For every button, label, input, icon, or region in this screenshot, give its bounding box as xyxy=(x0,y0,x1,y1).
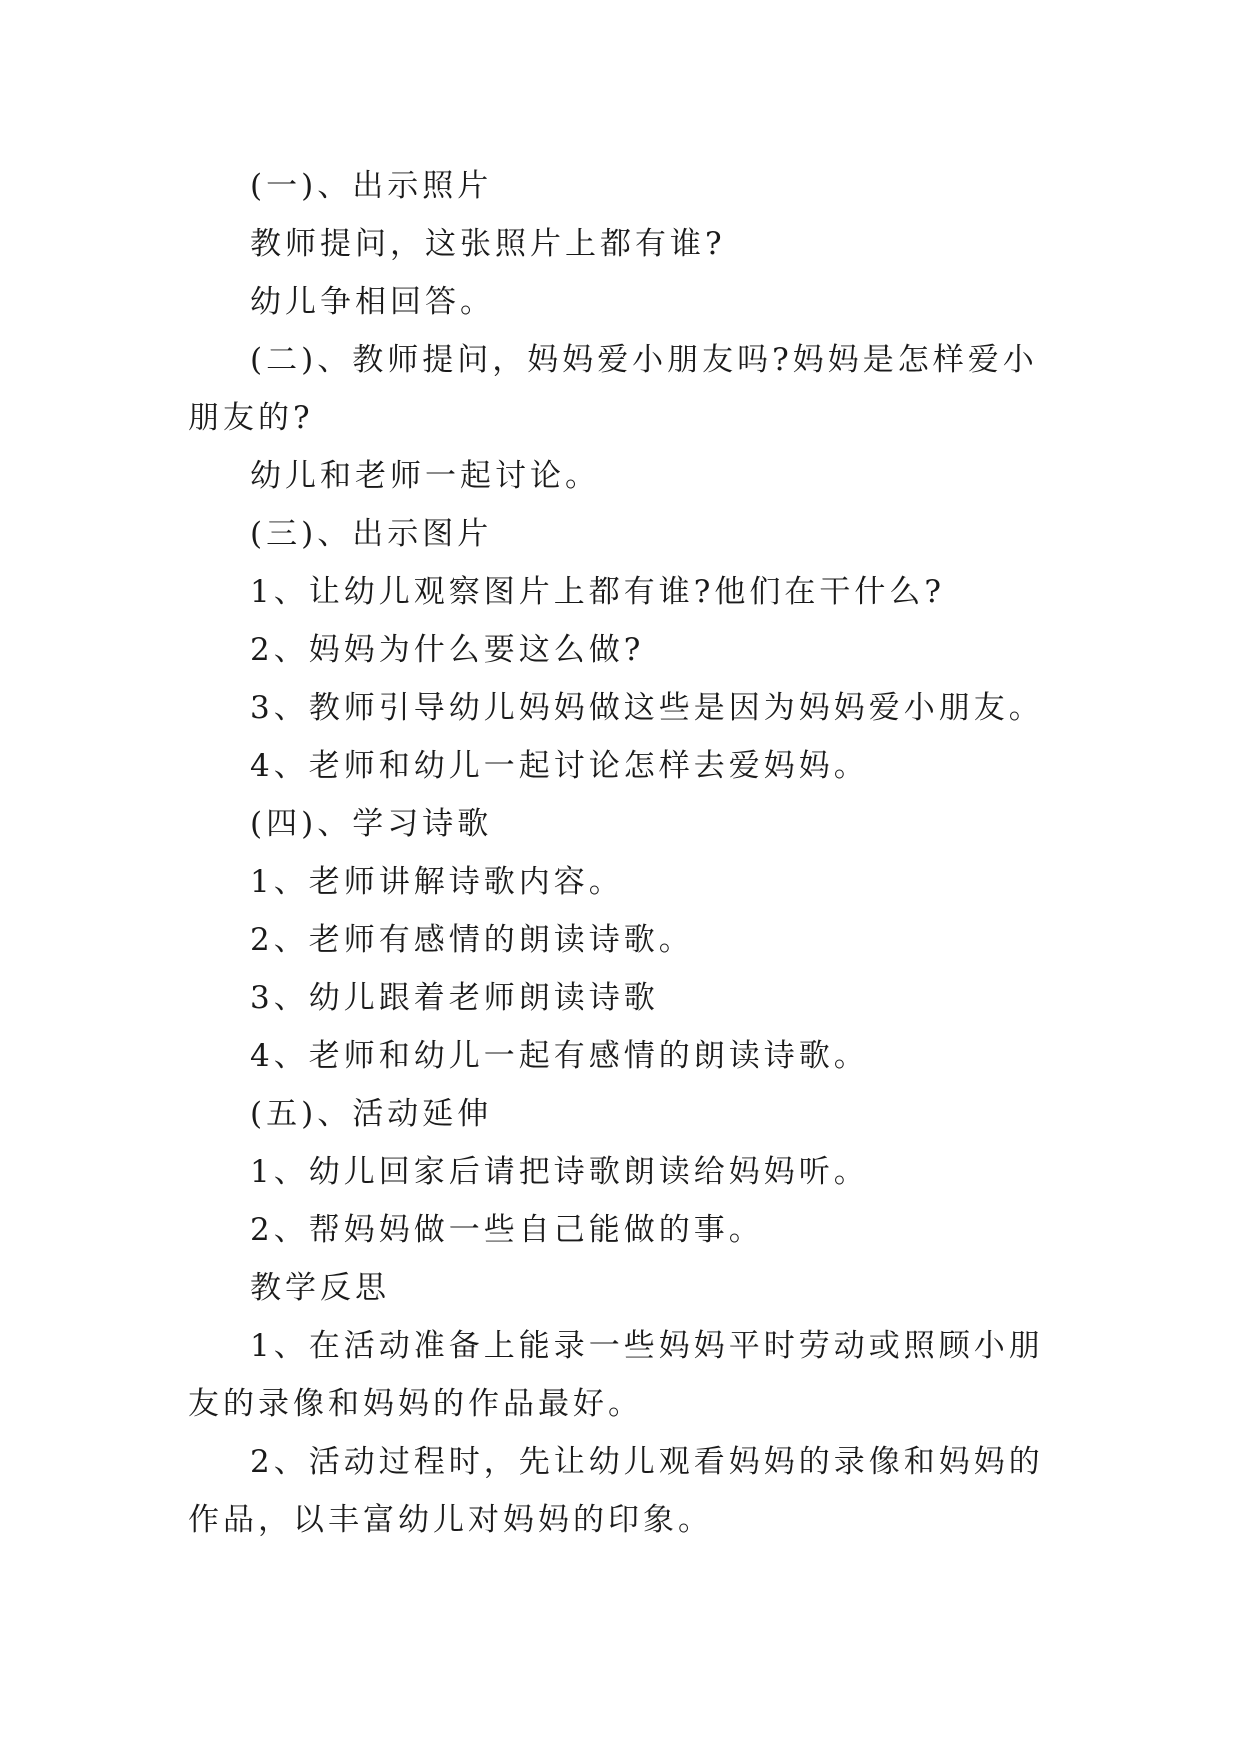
paragraph: 幼儿和老师一起讨论。 xyxy=(250,458,600,494)
section-heading-2: (二)、教师提问，妈妈爱小朋友吗?妈妈是怎样爱小朋友的? xyxy=(188,342,1038,436)
list-item: 1、老师讲解诗歌内容。 xyxy=(250,864,624,900)
list-item: 3、教师引导幼儿妈妈做这些是因为妈妈爱小朋友。 xyxy=(250,690,1044,726)
list-item: 1、在活动准备上能录一些妈妈平时劳动或照顾小朋友的录像和妈妈的作品最好。 xyxy=(188,1328,1044,1422)
list-item: 2、帮妈妈做一些自己能做的事。 xyxy=(250,1212,764,1248)
list-item: 3、幼儿跟着老师朗读诗歌 xyxy=(250,980,659,1016)
document-body xyxy=(188,157,1054,1549)
list-item: 1、幼儿回家后请把诗歌朗读给妈妈听。 xyxy=(250,1154,869,1190)
paragraph: 教师提问，这张照片上都有谁? xyxy=(250,226,726,262)
paragraph: 幼儿争相回答。 xyxy=(250,284,495,320)
section-heading-3: (三)、出示图片 xyxy=(250,516,493,552)
section-heading-4: (四)、学习诗歌 xyxy=(250,806,493,842)
list-item: 2、活动过程时，先让幼儿观看妈妈的录像和妈妈的作品，以丰富幼儿对妈妈的印象。 xyxy=(188,1444,1044,1538)
list-item: 2、老师有感情的朗读诗歌。 xyxy=(250,922,694,958)
list-item: 4、老师和幼儿一起有感情的朗读诗歌。 xyxy=(250,1038,869,1074)
list-item: 4、老师和幼儿一起讨论怎样去爱妈妈。 xyxy=(250,748,869,784)
section-heading-reflection: 教学反思 xyxy=(250,1270,390,1306)
section-heading-5: (五)、活动延伸 xyxy=(250,1096,493,1132)
section-heading-1: (一)、出示照片 xyxy=(250,168,493,204)
list-item: 1、让幼儿观察图片上都有谁?他们在干什么? xyxy=(250,574,945,610)
list-item: 2、妈妈为什么要这么做? xyxy=(250,632,645,668)
